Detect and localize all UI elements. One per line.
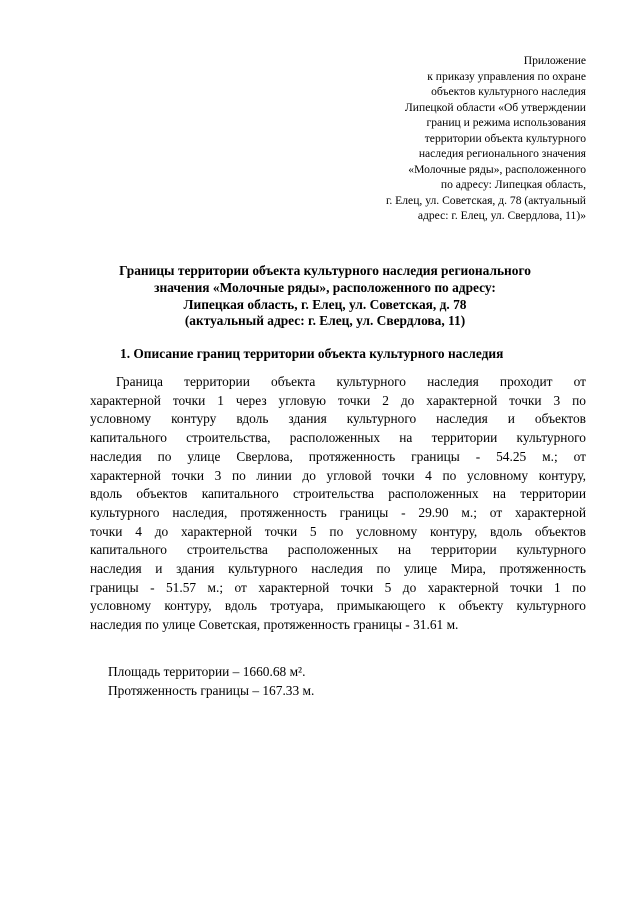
boundary-length: Протяженность границы – 167.33 м. [108, 682, 315, 698]
paragraph-line: границы - 51.57 м.; от характерной точки 5 до характерной точки 1 по [90, 579, 586, 595]
title-line: (актуальный адрес: г. Елец, ул. Свердлова, 11) [184, 313, 466, 329]
appendix-line: «Молочные ряды», расположенного [408, 162, 586, 176]
appendix-line: по адресу: Липецкая область, [440, 178, 586, 191]
paragraph-line: культурного наследия, протяженность границы - 29.90 м.; от характерной [90, 504, 586, 520]
paragraph-line: наследия и здания культурного наследия по улице Мира, протяженность [90, 561, 586, 577]
territory-area: Площадь территории – 1660.68 м². [108, 664, 306, 679]
appendix-line: Липецкой области «Об утверждении [404, 100, 586, 114]
summary-block [108, 663, 314, 700]
appendix-line: территории объекта культурного [424, 131, 586, 145]
paragraph-line: капитального строительства расположенных на территории культурного [90, 542, 586, 558]
paragraph-line: наследия по улице Сверлова, протяженность границы - 54.25 м.; от [90, 448, 586, 464]
paragraph-line: Граница территории объекта культурного наследия проходит от [116, 374, 586, 389]
appendix-line: наследия регионального значения [418, 147, 586, 160]
appendix-line: Приложение [523, 54, 586, 67]
appendix-note [286, 53, 586, 224]
boundary-description-paragraph [90, 373, 586, 635]
paragraph-line: вдоль объектов капитального строительства расположенных на территории [90, 486, 586, 502]
title-line: значения «Молочные ряды», расположенного по адресу: [154, 279, 496, 295]
title-line: Границы территории объекта культурного наследия регионального [119, 263, 531, 278]
document-title [60, 263, 590, 330]
appendix-line: адрес: г. Елец, ул. Свердлова, 11)» [417, 209, 586, 222]
paragraph-line: точки 4 до характерной точки 5 по условному контуру, вдоль объектов [90, 523, 586, 539]
appendix-line: границ и режима использования [426, 116, 586, 129]
appendix-line: г. Елец, ул. Советская, д. 78 (актуальный [385, 193, 586, 207]
section-heading: 1. Описание границ территории объекта культурного наследия [120, 346, 504, 361]
paragraph-line: условному контуру, вдоль тротуара, примыкающего к объекту культурного [90, 598, 586, 614]
paragraph-line: условному контуру вдоль здания культурного наследия и объектов [90, 411, 586, 427]
appendix-line: к приказу управления по охране [427, 69, 586, 83]
paragraph-line: наследия по улице Советская, протяженность границы - 31.61 м. [90, 617, 459, 633]
paragraph-line: капитального строительства, расположенных на территории культурного [90, 430, 586, 446]
appendix-line: объектов культурного наследия [431, 85, 586, 98]
title-line: Липецкая область, г. Елец, ул. Советская, д. 78 [183, 296, 467, 312]
paragraph-line: характерной точки 1 через угловую точки 2 до характерной точки 3 по [90, 392, 586, 408]
paragraph-line: характерной точки 3 по линии до угловой точки 4 по условному контуру, [90, 467, 586, 483]
